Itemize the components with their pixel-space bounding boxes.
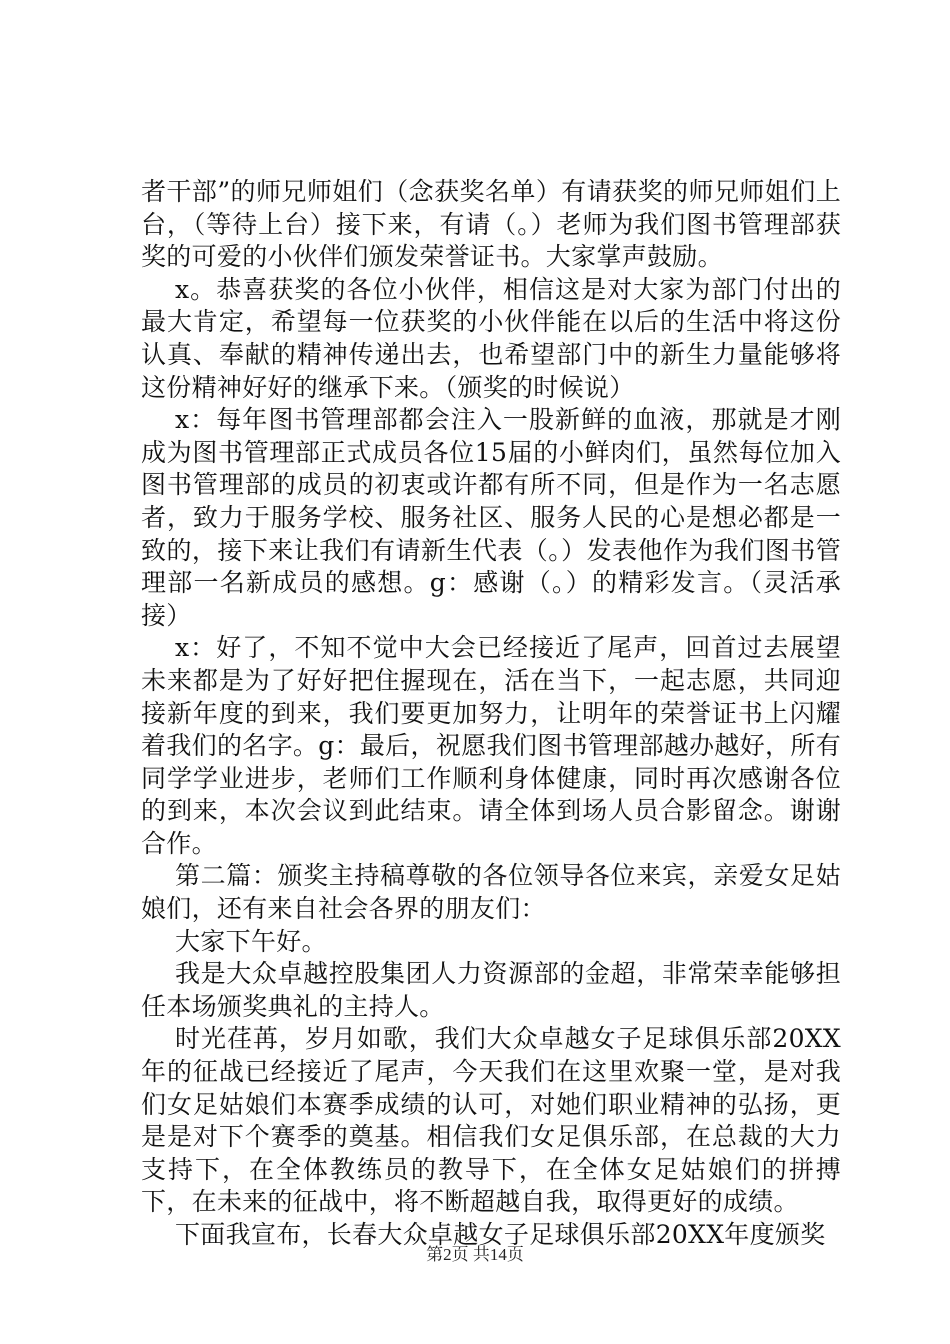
paragraph-4: x：好了，不知不觉中大会已经接近了尾声，回首过去展望未来都是为了好好把住握现在，活在当下，一起志愿，共同迎接新年度的到来，我们要更加努力，让明年的荣誉证书上闪耀着我们的名字。g：最后，祝愿我们图书管理部越办越好，所有同学学业进步，老师们工作顺利身体健康，同时再次感谢各位的到来，本次会议到此结束。请全体到场人员合影留念。谢谢合作。 [141,633,841,858]
document-body [141,176,841,1252]
paragraph-6: 大家下午好。 [175,926,327,956]
paragraph-2: x。恭喜获奖的各位小伙伴，相信这是对大家为部门付出的最大肯定，希望每一位获奖的小伙伴能在以后的生活中将这份认真、奉献的精神传递出去，也希望部门中的新生力量能够将这份精神好好的继承下来。（颁奖的时候说） [141,274,841,402]
paragraph-8: 时光荏苒，岁月如歌，我们大众卓越女子足球俱乐部20XX年的征战已经接近了尾声，今天我们在这里欢聚一堂，是对我们女足姑娘们本赛季成绩的认可，对她们职业精神的弘扬，更是是对下个赛季的奠基。相信我们女足俱乐部，在总裁的大力支持下，在全体教练员的教导下，在全体女足姑娘们的拼搏下，在未来的征战中，将不断超越自我，取得更好的成绩。 [141,1024,841,1217]
page-number-footer: 第2页 共14页 [426,1245,524,1264]
paragraph-7: 我是大众卓越控股集团人力资源部的金超，非常荣幸能够担任本场颁奖典礼的主持人。 [141,959,841,1021]
paragraph-3: x：每年图书管理部都会注入一股新鲜的血液，那就是才刚成为图书管理部正式成员各位15届的小鲜肉们，虽然每位加入图书管理部的成员的初衷或许都有所不同，但是作为一名志愿者，致力于服务学校、服务社区、服务人民的心是想必都是一致的，接下来让我们有请新生代表（。）发表他作为我们图书管理部一名新成员的感想。g：感谢（。）的精彩发言。（灵活承接） [141,405,841,630]
paragraph-5: 第二篇：颁奖主持稿尊敬的各位领导各位来宾，亲爱女足姑娘们，还有来自社会各界的朋友们： [141,861,841,924]
paragraph-1: 者干部”的师兄师姐们（念获奖名单）有请获奖的师兄师姐们上台，（等待上台）接下来，有请（。）老师为我们图书管理部获奖的可爱的小伙伴们颁发荣誉证书。大家掌声鼓励。 [141,177,841,272]
paragraph-9: 下面我宣布，长春大众卓越女子足球俱乐部20XX年度颁奖 [175,1220,826,1249]
